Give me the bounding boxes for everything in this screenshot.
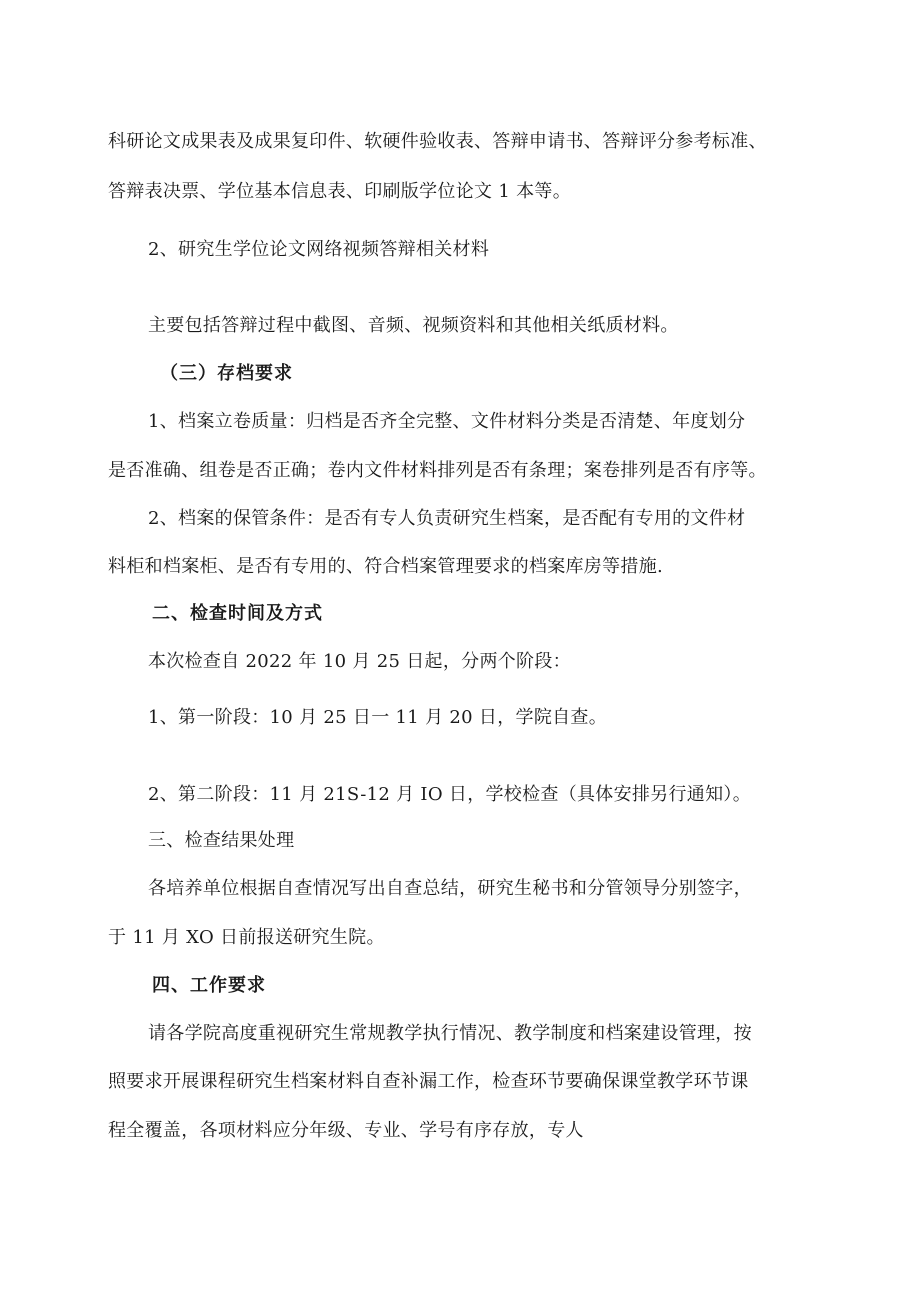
list-item: 2、第二阶段：11 月 21S-12 月 IO 日，学校检查（具体安排另行通知）。: [148, 784, 752, 805]
list-item: 2、档案的保管条件：是否有专人负责研究生档案，是否配有专用的文件材: [148, 508, 746, 529]
section-heading: （三）存档要求: [160, 363, 293, 384]
paragraph-line: 程全覆盖，各项材料应分年级、专业、学号有序存放，专人: [108, 1120, 584, 1141]
paragraph-line: 科研论文成果表及成果复印件、软硬件验收表、答辩申请书、答辩评分参考标准、: [108, 131, 767, 152]
paragraph-line: 照要求开展课程研究生档案材料自查补漏工作，检查环节要确保课堂教学环节课: [108, 1071, 749, 1092]
paragraph-line: 本次检查自 2022 年 10 月 25 日起，分两个阶段：: [148, 651, 571, 672]
paragraph-line: 是否准确、组卷是否正确；卷内文件材料排列是否有条理；案卷排列是否有序等。: [108, 460, 767, 481]
paragraph-line: 请各学院高度重视研究生常规教学执行情况、教学制度和档案建设管理，按: [148, 1023, 752, 1044]
paragraph-line: 各培养单位根据自查情况写出自查总结，研究生秘书和分管领导分别签字，: [148, 878, 752, 899]
section-heading: 四、工作要求: [152, 975, 266, 996]
paragraph-line: 料柜和档案柜、是否有专用的、符合档案管理要求的档案库房等措施.: [108, 556, 664, 577]
paragraph-line: 于 11 月 XO 日前报送研究生院。: [108, 927, 385, 948]
list-item: 2、研究生学位论文网络视频答辩相关材料: [148, 239, 490, 260]
list-item: 1、档案立卷质量：归档是否齐全完整、文件材料分类是否清楚、年度划分: [148, 411, 746, 432]
paragraph-line: 主要包括答辩过程中截图、音频、视频资料和其他相关纸质材料。: [148, 315, 679, 336]
section-heading: 二、检查时间及方式: [152, 603, 323, 624]
paragraph-line: 答辩表决票、学位基本信息表、印刷版学位论文 1 本等。: [108, 181, 571, 202]
list-item: 1、第一阶段：10 月 25 日一 11 月 20 日，学院自查。: [148, 707, 608, 728]
section-heading: 三、检查结果处理: [148, 830, 295, 851]
